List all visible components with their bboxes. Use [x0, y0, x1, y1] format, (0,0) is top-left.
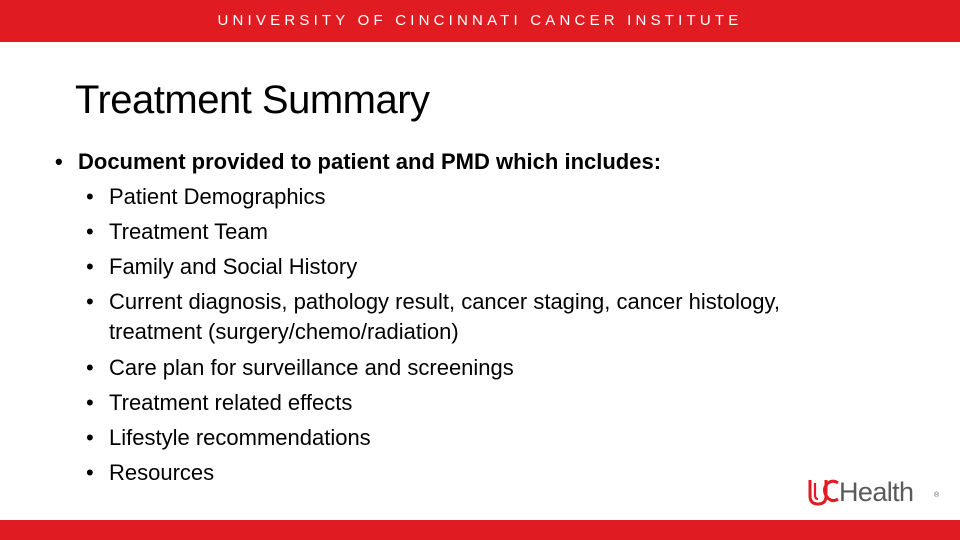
sub-bullet-continuation: treatment (surgery/chemo/radiation)	[109, 319, 459, 344]
logo-text: Health	[839, 477, 914, 507]
sub-bullet-text: Patient Demographics	[109, 184, 326, 209]
bullet-icon: •	[86, 425, 94, 450]
bullet-icon: •	[86, 390, 94, 415]
sub-bullet-text: Resources	[109, 460, 215, 485]
banner-title: UNIVERSITY OF CINCINNATI CANCER INSTITUTE	[217, 12, 743, 29]
sub-bullet-text: Care plan for surveillance and screenings	[109, 355, 514, 380]
sub-bullet-item	[86, 458, 214, 488]
sub-bullet-item	[86, 217, 268, 247]
sub-bullet-text: Treatment related effects	[109, 390, 353, 415]
bullet-icon: •	[86, 460, 94, 485]
slide-title: Treatment Summary	[75, 78, 430, 122]
sub-bullet-text: Lifestyle recommendations	[109, 425, 371, 450]
sub-bullet-item	[86, 423, 371, 453]
bullet-icon: •	[86, 289, 94, 314]
bullet-icon: •	[86, 184, 94, 209]
main-bullet-item	[55, 147, 661, 177]
sub-bullet-item	[86, 353, 514, 383]
sub-bullet-item	[86, 287, 780, 317]
bullet-icon: •	[55, 149, 63, 174]
sub-bullet-item	[86, 388, 352, 418]
bullet-icon: •	[86, 254, 94, 279]
sub-bullet-item	[86, 182, 325, 212]
sub-bullet-text: Treatment Team	[109, 219, 268, 244]
sub-bullet-text: Family and Social History	[109, 254, 358, 279]
registered-mark: ®	[934, 492, 940, 499]
uc-health-logo	[808, 474, 943, 510]
bottom-banner	[0, 520, 960, 540]
uc-logo-icon	[808, 477, 840, 507]
sub-bullet-item	[86, 252, 357, 282]
sub-bullet-text: Current diagnosis, pathology result, cancer staging, cancer histology,	[109, 289, 780, 314]
bullet-icon: •	[86, 355, 94, 380]
bullet-icon: •	[86, 219, 94, 244]
main-bullet-text: Document provided to patient and PMD which includes:	[78, 149, 662, 174]
